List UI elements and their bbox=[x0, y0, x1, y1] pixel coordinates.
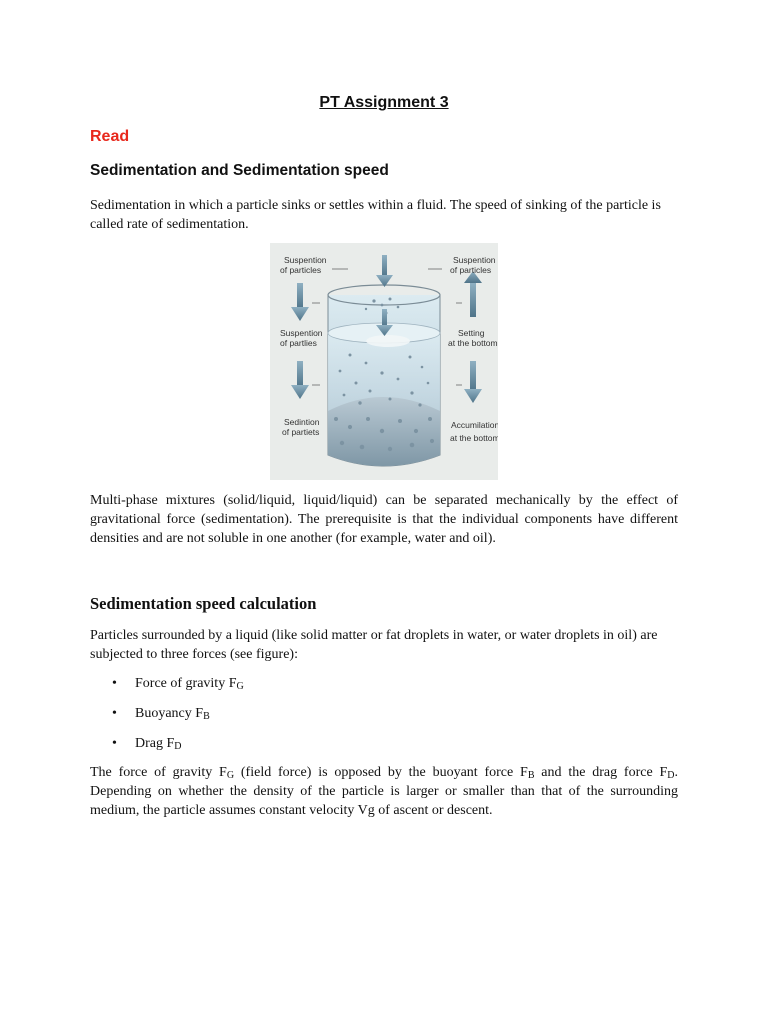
text-run: The force of gravity F bbox=[90, 765, 227, 780]
label-bottom-left-2: of partiets bbox=[282, 427, 320, 437]
force-subscript: D bbox=[174, 741, 182, 752]
force-label: Drag F bbox=[135, 736, 175, 751]
subscript-g: G bbox=[226, 770, 235, 781]
sedimentation-illustration bbox=[270, 243, 498, 480]
read-label: Read bbox=[90, 128, 130, 145]
text-run: . Depending on whether the density of the particle is larger or smaller than that of the surrounding medium, the particle assumes constant velocity Vg of ascent or descent. bbox=[90, 765, 678, 818]
bullet-icon: • bbox=[112, 706, 117, 721]
paragraph-multiphase: Multi-phase mixtures (solid/liquid, liquid/liquid) can be separated mechanically by the effect of gravitational force (sedimentation). The prerequisite is that the individual components have different densities and are not soluble in one another (for example, water and oil). bbox=[90, 493, 678, 546]
section-heading-sedimentation: Sedimentation and Sedimentation speed bbox=[90, 162, 389, 179]
text-run: and the drag force F bbox=[534, 765, 668, 780]
label-top-left-2: of particles bbox=[280, 265, 322, 275]
force-subscript: B bbox=[203, 711, 210, 722]
label-bottom-left-1: Sedintion bbox=[284, 417, 320, 427]
list-item-gravity bbox=[90, 674, 244, 704]
label-top-right-1: Suspention bbox=[453, 255, 496, 265]
label-mid-left-1: Suspention bbox=[280, 328, 323, 338]
list-item-drag bbox=[90, 734, 244, 764]
label-top-right-2: of particles bbox=[450, 265, 492, 275]
label-mid-right-2: at the bottom bbox=[448, 338, 498, 348]
label-mid-left-2: of partlies bbox=[280, 338, 317, 348]
section-heading-speed-calculation: Sedimentation speed calculation bbox=[90, 594, 317, 613]
text-run: (field force) is opposed by the buoyant force F bbox=[234, 765, 528, 780]
force-label: Buoyancy F bbox=[135, 706, 204, 721]
page-title: PT Assignment 3 bbox=[319, 94, 449, 111]
label-bottom-right-1: Accumilation bbox=[451, 420, 498, 430]
subscript-b: B bbox=[527, 770, 535, 781]
label-mid-right-1: Setting bbox=[458, 328, 485, 338]
force-subscript: G bbox=[236, 681, 244, 692]
sedimentation-figure bbox=[270, 243, 498, 480]
subscript-d: D bbox=[667, 770, 675, 781]
bullet-icon: • bbox=[112, 736, 117, 751]
bullet-icon: • bbox=[112, 676, 117, 691]
label-top-left-1: Suspention bbox=[284, 255, 327, 265]
forces-list bbox=[90, 674, 244, 764]
paragraph-force-balance bbox=[90, 763, 678, 820]
paragraph-forces-intro: Particles surrounded by a liquid (like solid matter or fat droplets in water, or water droplets in oil) are subjected to three forces (see figure): bbox=[90, 628, 658, 662]
force-label: Force of gravity F bbox=[135, 676, 237, 691]
paragraph-intro: Sedimentation in which a particle sinks or settles within a fluid. The speed of sinking of the particle is called rate of sedimentation. bbox=[90, 198, 661, 232]
list-item-buoyancy bbox=[90, 704, 244, 734]
label-bottom-right-2: at the bottom bbox=[450, 433, 498, 443]
